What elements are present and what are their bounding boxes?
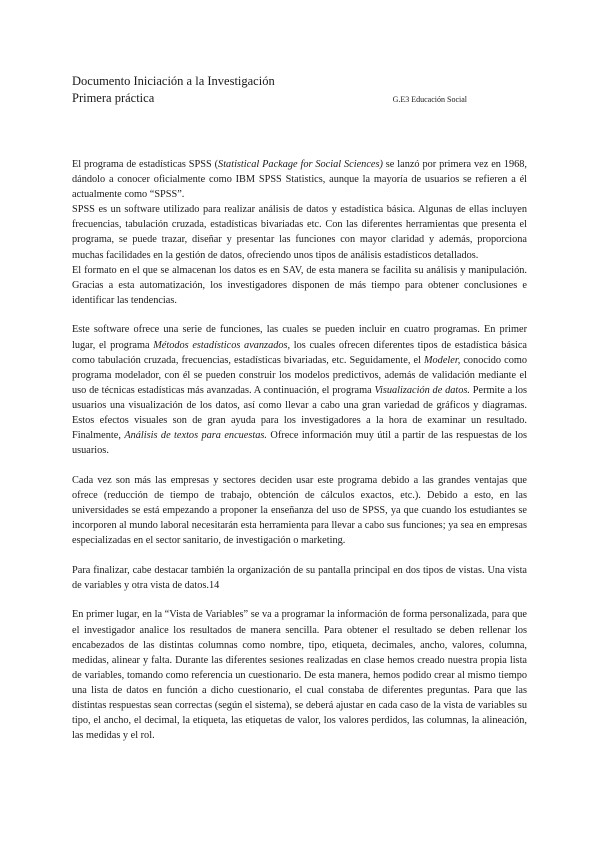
italic-term: Métodos estadísticos avanzados,	[153, 339, 291, 351]
text-run: los cuales ofrecen diferentes tipos de estadística básica como tabulación cruzada, frecuencias, estadísticas bivariadas, etc. Seguidamente, el	[72, 339, 527, 366]
degree-label: G.E3 Educación Social	[392, 95, 467, 104]
text-run: se lanzó por primera vez en 1968, dándolo a conocer oficialmente como IBM SPSS Statistics, aunque la mayoría de usuarios se refieren a él actualmente como “SPSS”.	[72, 159, 527, 201]
paragraph-functions	[72, 322, 527, 458]
text-run: Este software ofrece una serie de funciones, las cuales se pueden incluir en cuatro programas. En primer lugar, el programa	[72, 324, 527, 351]
paragraph-conclusion: Para finalizar, cabe destacar también la organización de su pantalla principal en dos tipos de vistas. Una vista de variables y otra vista de datos.14	[72, 564, 527, 591]
paragraph-intro	[72, 157, 527, 202]
paragraph-format: El formato en el que se almacenan los datos es en SAV, de esta manera se facilita su análisis y manipulación. Gracias a esta automatización, los investigadores disponen de más tiempo para obtener conclusiones e identificar las tendencias.	[72, 264, 527, 306]
document-subtitle: Primera práctica	[72, 91, 155, 105]
paragraph-definition: SPSS es un software utilizado para realizar análisis de datos y estadística básica. Algunas de ellas incluyen frecuencias, tabulación cruzada, estadísticas bivariadas etc. Con las diferentes herramientas que presenta el programa, se puede trazar, diseñar y presentar las funciones con mayor claridad y además, proporciona muchas facilidades en la gestión de datos, ofreciendo unos tipos de análisis estadísticos detallados.	[72, 204, 527, 261]
italic-term: Modeler,	[423, 354, 461, 366]
text-run: El programa de estadísticas SPSS (	[72, 159, 219, 170]
italic-term: Visualización de datos.	[374, 384, 470, 396]
document-body	[72, 157, 527, 743]
italic-term: Statistical Package for Social Sciences)	[218, 159, 383, 170]
italic-term: Análisis de textos para encuestas.	[124, 430, 267, 442]
text-run: Permite a los usuarios una visualización de los datos, así como llevar a cabo una gran variedad de gráficos y diagramas. Estos efectos visuales son de gran ayuda para los investigadores a la hora de examinar un resultado. Finalmente,	[72, 384, 527, 442]
paragraph-variable-view: En primer lugar, en la “Vista de Variables” se va a programar la información de forma personalizada, para que el investigador analice los resultados de manera sencilla. Para obtener el resultado se deben rellenar los encabezados de las distintas columnas como nombre, tipo, etiqueta, decimales, ancho, valores, columna, medidas, alinear y falta. Durante las diferentes sesiones realizadas en clase hemos creado nuestra propia lista de variables, tomando como referencia un cuestionario. De esta manera, hemos podido crear al mismo tiempo una lista de datos en función a dicho cuestionario, el cual constaba de diferentes preguntas. Para que las distintas respuestas sean correctas (según el sistema), se deberá ajustar en cada caso de la vista de variables su tipo, el ancho, el decimal, la etiqueta, las etiquetas de valor, los valores perdidos, las columnas, la alineación, las medidas y el rol.	[72, 609, 527, 742]
document-header	[72, 73, 542, 107]
document-title: Documento Iniciación a la Investigación	[72, 74, 275, 88]
paragraph-adoption: Cada vez son más las empresas y sectores deciden usar este programa debido a las grandes ventajas que ofrece (reducción de tiempo de trabajo, obtención de cálculos exactos, etc.). Debido a esto, en las universidades se está empezando a proponer la enseñanza del uso de SPSS, ya que cuando los estudiantes se incorporen al mundo laboral necesitarán esta herramienta para llevar a cabo sus funciones; ya sea en empresas especializadas en el sector sanitario, de investigación o marketing.	[72, 474, 527, 547]
text-run: conocido como programa modelador, con él se pueden construir los modelos predictivos, además de validación mediante el uso de técnicas estadísticas más avanzadas. A continuación, el programa	[72, 354, 528, 396]
subtitle-row	[72, 90, 542, 107]
text-run: Ofrece información muy útil a partir de las respuestas de los usuarios.	[72, 430, 528, 457]
